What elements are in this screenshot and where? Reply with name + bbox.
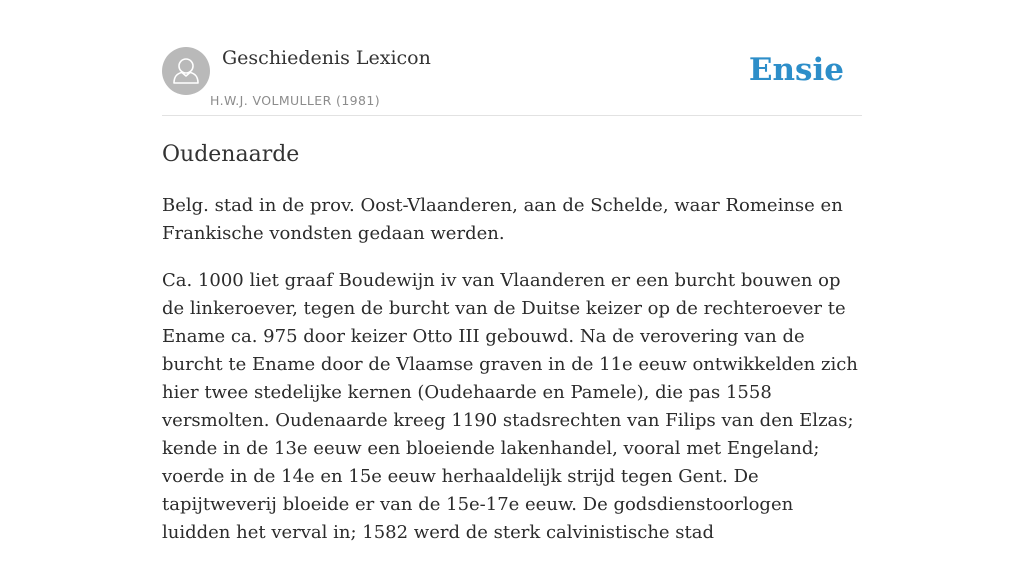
entry-header (162, 46, 862, 116)
source-title[interactable]: Geschiedenis Lexicon (222, 47, 431, 69)
ensie-logo[interactable]: Ensie (748, 52, 844, 88)
entry-title: Oudenaarde (162, 142, 300, 167)
source-author: H.W.J. VOLMULLER (1981) (210, 93, 381, 108)
entry-content (162, 192, 862, 566)
entry-paragraph: Ca. 1000 liet graaf Boudewijn iv van Vlaanderen er een burcht bouwen op de linkeroever, tegen de burcht van de Duitse keizer op de rechteroever te Ename ca. 975 door keizer Otto III gebouwd. Na de verovering van de burcht te Ename door de Vlaamse graven in de 11e eeuw ontwikkelden zich hier twee stedelijke kernen (Oudehaarde en Pamele), die pas 1558 versmolten. Oudenaarde kreeg 1190 stadsrechten van Filips van den Elzas; kende in de 13e eeuw een bloeiende lakenhandel, vooral met Engeland; voerde in de 14e en 15e eeuw herhaaldelijk strijd tegen Gent. De tapijtweverij bloeide er van de 15e-17e eeuw. De godsdienstoorlogen luidden het verval in; 1582 werd de sterk calvinistische stad (162, 270, 858, 543)
entry-paragraph: Belg. stad in de prov. Oost-Vlaanderen, aan de Schelde, waar Romeinse en Frankische vondsten gedaan werden. (162, 195, 843, 244)
user-icon (162, 47, 210, 95)
